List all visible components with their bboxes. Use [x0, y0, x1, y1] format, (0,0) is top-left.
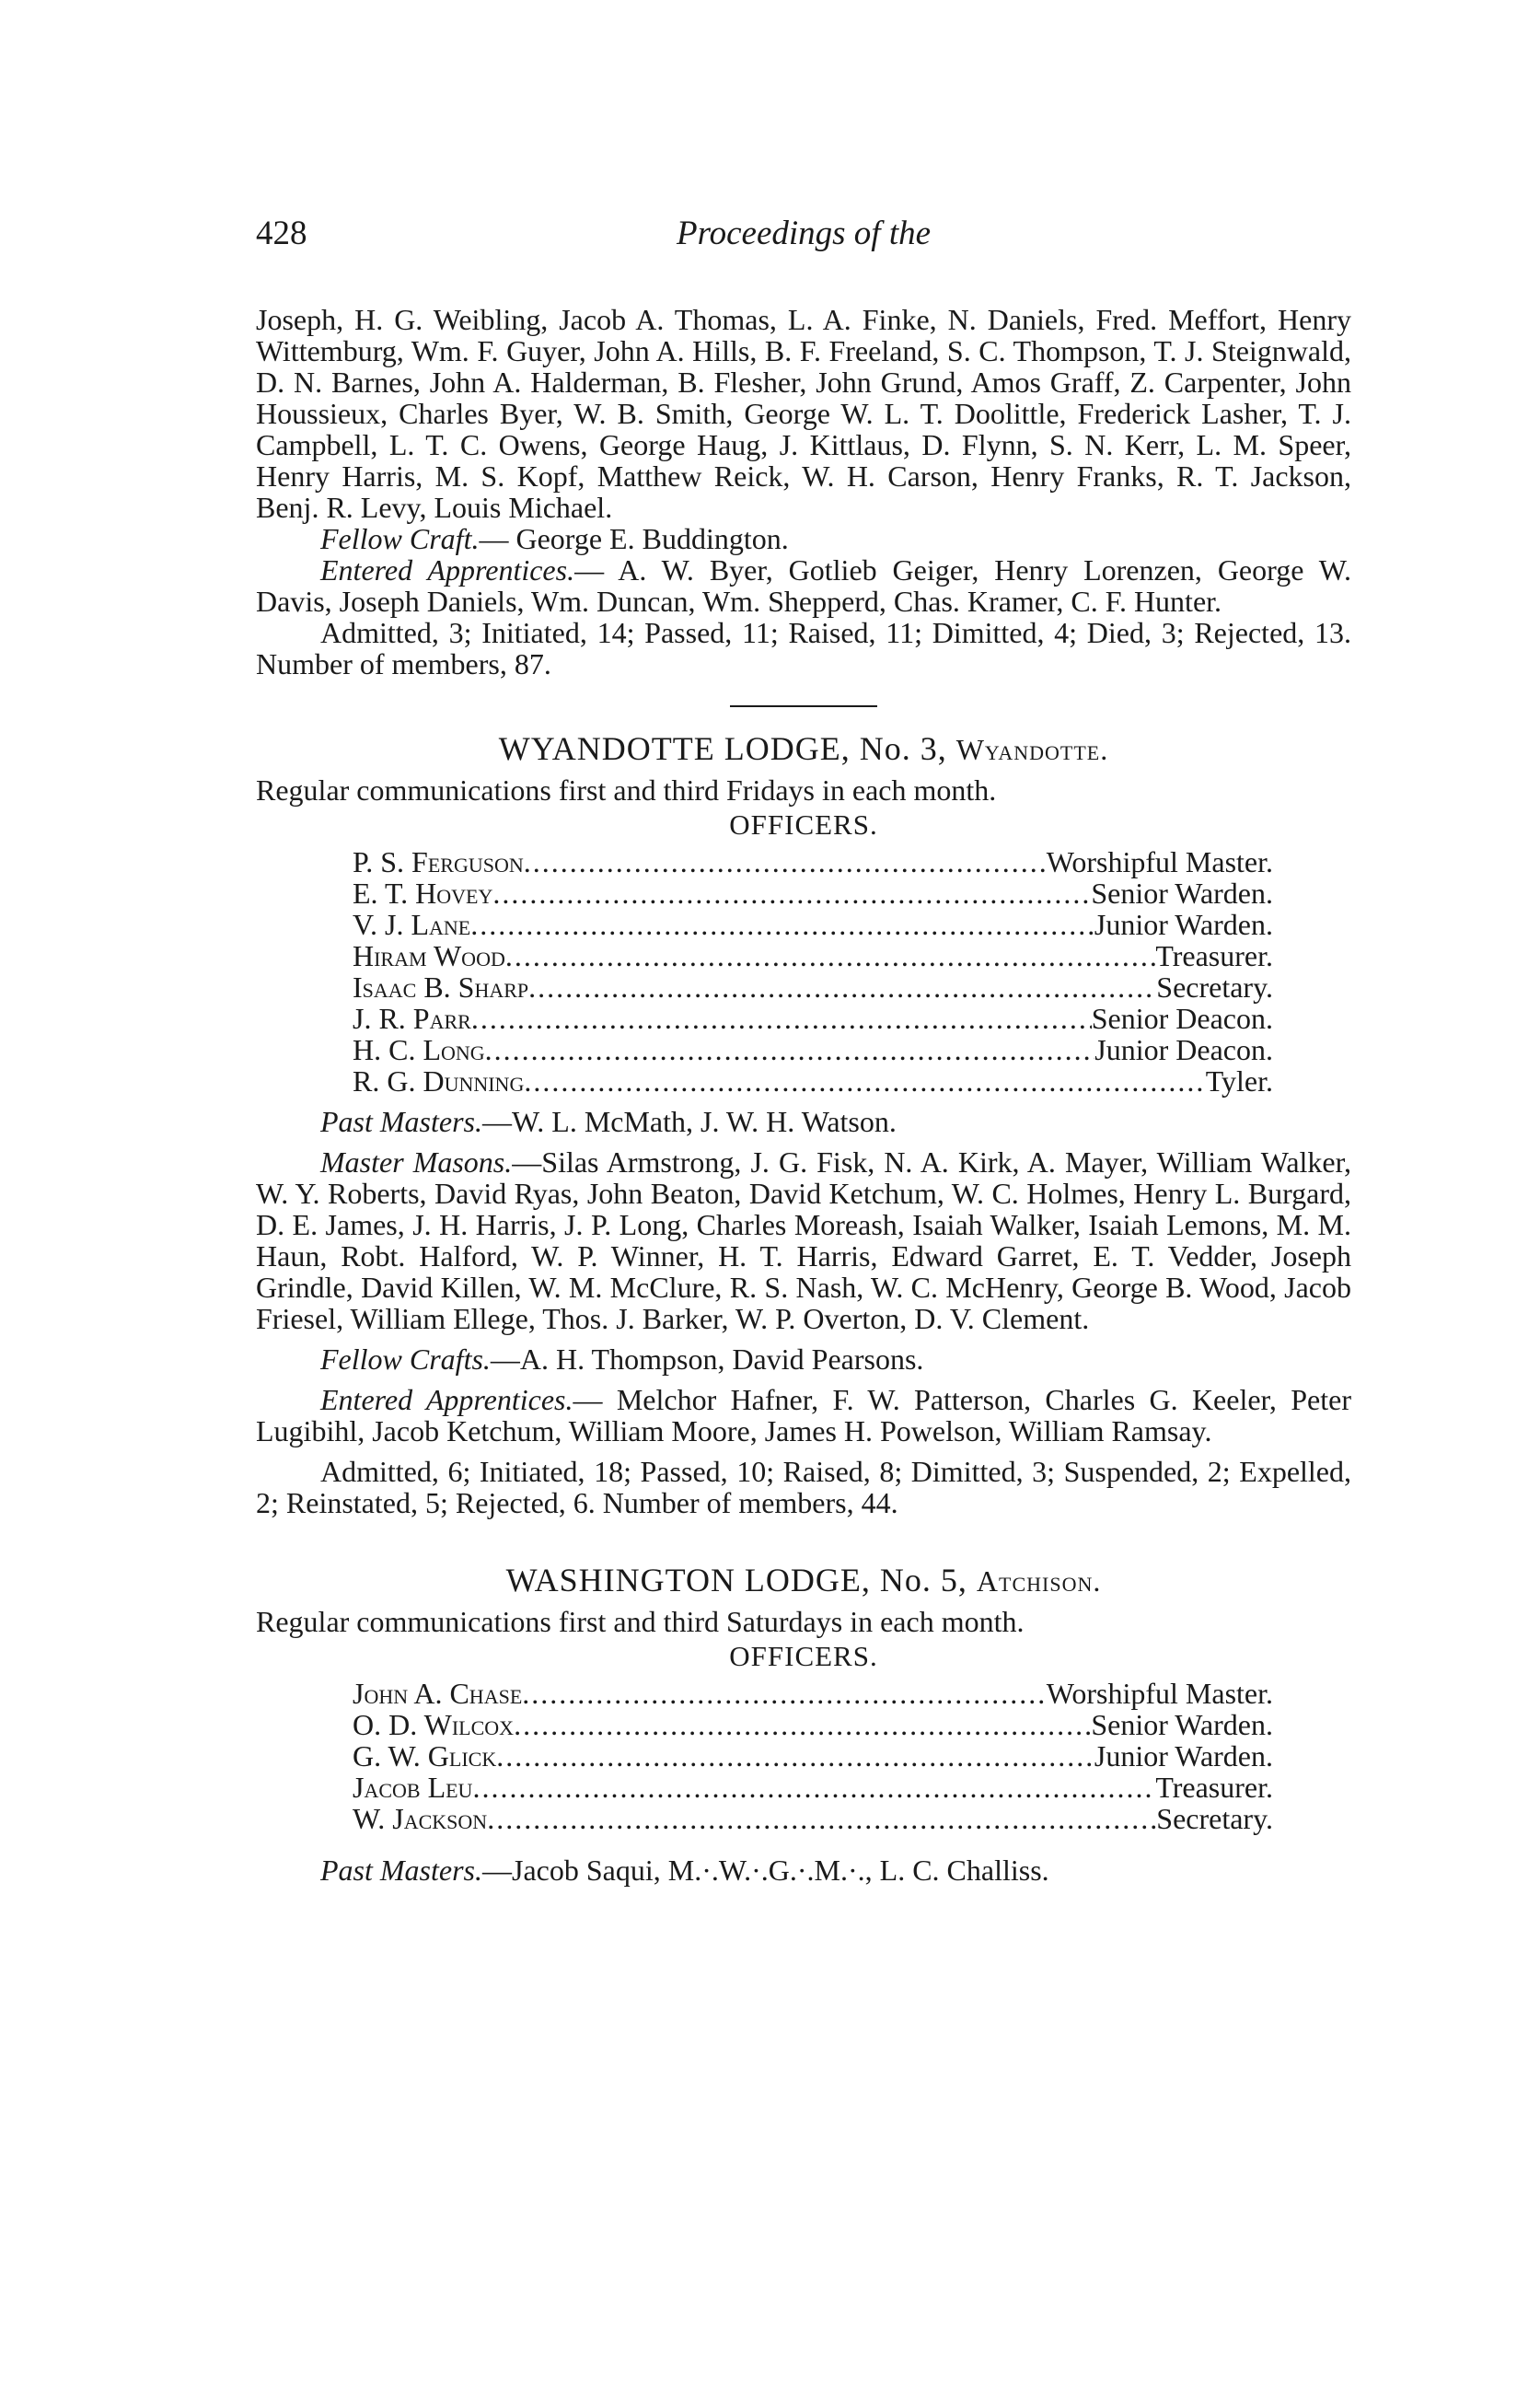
wyandotte-entered-apprentices: [256, 1384, 1351, 1447]
leader-dots: [505, 940, 1155, 971]
wyandotte-stats: Admitted, 6; Initiated, 18; Passed, 10; Raised, 8; Dimitted, 3; Suspended, 2; Expelled, 2; Reinstated, 5; Rejected, 6. Number of members, 44.: [256, 1455, 1351, 1519]
officer-title: Secretary.: [1156, 971, 1273, 1004]
officer-name: John A. Chase: [353, 1677, 523, 1710]
leader-dots: [485, 1034, 1095, 1065]
officer-row: [353, 846, 1273, 878]
officer-name: W. Jackson: [353, 1802, 488, 1835]
lodge-title-text: WYANDOTTE LODGE, No. 3,: [498, 730, 947, 767]
officer-row: [353, 1772, 1273, 1803]
officer-title: Worshipful Master.: [1046, 845, 1273, 878]
wyandotte-officers-heading: OFFICERS.: [729, 808, 878, 841]
spacer: [256, 1539, 1351, 1559]
fellow-craft-label: Fellow Craft.: [320, 522, 480, 555]
wyandotte-lodge-title: [256, 730, 1351, 767]
officer-name: R. G. Dunning: [353, 1064, 525, 1098]
officer-name: Jacob Leu: [353, 1771, 473, 1804]
officer-title: Treasurer.: [1155, 939, 1273, 972]
past-masters-text: —Jacob Saqui, M.·.W.·.G.·.M.·., L. C. Challiss.: [482, 1854, 1049, 1887]
wyandotte-master-masons: [256, 1146, 1351, 1334]
leader-dots: [470, 909, 1094, 940]
fellow-crafts-label: Fellow Crafts.: [320, 1342, 491, 1376]
washington-officers-list: [353, 1678, 1273, 1834]
leader-dots: [496, 1740, 1094, 1772]
officer-row: [353, 909, 1273, 940]
master-masons-text: —Silas Armstrong, J. G. Fisk, N. A. Kirk, A. Mayer, William Walker, W. Y. Roberts, David Ryas, John Beaton, David Ketchum, W. C. Holmes, Henry L. Burgard, D. E. James, J. H. Harris, J. P. Long, Charles Moreash, Isaiah Walker, Isaiah Lemons, M. M. Haun, Robt. Halford, W. P. Winner, H. T. Harris, Edward Garret, E. T. Vedder, Joseph Grindle, David Killen, W. M. McClure, R. S. Nash, W. C. McHenry, George B. Wood, Jacob Friesel, William Ellege, Thos. J. Barker, W. P. Overton, D. V. Clement.: [256, 1145, 1352, 1335]
officer-row: [353, 1678, 1273, 1709]
officer-title: Junior Warden.: [1094, 908, 1273, 941]
spacer: [256, 1834, 1351, 1854]
officer-row: [353, 1034, 1273, 1065]
entered-apprentices-text: — A. W. Byer, Gotlieb Geiger, Henry Lorenzen, George W. Davis, Joseph Daniels, Wm. Duncan, Wm. Shepperd, Chas. Kramer, C. F. Hunter.: [256, 553, 1352, 618]
wyandotte-past-masters: [256, 1106, 1351, 1137]
officer-row: [353, 940, 1273, 971]
leader-dots: [528, 971, 1156, 1003]
continued-members-paragraph: Joseph, H. G. Weibling, Jacob A. Thomas, L. A. Finke, N. Daniels, Fred. Meffort, Henry Wittemburg, Wm. F. Guyer, John A. Hills, B. F. Freeland, S. C. Thompson, T. J. Steignwald, D. N. Barnes, John A. Halderman, B. Flesher, John Grund, Amos Graff, Z. Carpenter, John Houssieux, Charles Byer, W. B. Smith, George W. L. T. Doolittle, Frederick Lasher, T. J. Campbell, L. T. C. Owens, George Haug, J. Kittlaus, D. Flynn, S. N. Kerr, L. M. Speer, Henry Harris, M. S. Kopf, Matthew Reick, W. H. Carson, Henry Franks, R. T. Jackson, Benj. R. Levy, Louis Michael.: [256, 303, 1351, 524]
officer-name: P. S. Ferguson: [353, 845, 524, 878]
leader-dots: [471, 1003, 1092, 1034]
leader-dots: [524, 1065, 1205, 1097]
entered-apprentices-label: Entered Apprentices.: [320, 553, 575, 587]
leader-dots: [472, 1772, 1155, 1803]
officer-name: V. J. Lane: [353, 908, 471, 941]
leader-dots: [514, 1709, 1091, 1740]
officer-name: J. R. Parr: [353, 1002, 471, 1035]
lodge-place: Atchison.: [976, 1564, 1102, 1598]
past-masters-text: —W. L. McMath, J. W. H. Watson.: [482, 1105, 897, 1138]
officer-row: [353, 1065, 1273, 1097]
officer-title: Senior Warden.: [1091, 877, 1273, 910]
officer-row: [353, 971, 1273, 1003]
wyandotte-officers-list: [353, 846, 1273, 1097]
running-head: Proceedings of the: [676, 215, 932, 252]
past-masters-label: Past Masters.: [320, 1105, 482, 1138]
fellow-crafts-text: —A. H. Thompson, David Pearsons.: [490, 1342, 924, 1376]
officer-row: [353, 1740, 1273, 1772]
officer-title: Worshipful Master.: [1046, 1677, 1273, 1710]
officer-row: [353, 878, 1273, 909]
washington-past-masters: [256, 1854, 1351, 1886]
continued-fellow-craft: [256, 523, 1351, 554]
wyandotte-communications: Regular communications first and third Fridays in each month.: [256, 773, 997, 807]
officer-row: [353, 1709, 1273, 1740]
officer-name: H. C. Long: [353, 1033, 485, 1066]
leader-dots: [492, 878, 1091, 909]
leader-dots: [487, 1803, 1156, 1834]
officer-title: Junior Deacon.: [1094, 1033, 1273, 1066]
officer-row: [353, 1003, 1273, 1034]
officer-name: E. T. Hovey: [353, 877, 493, 910]
continued-entered-apprentices: [256, 554, 1351, 617]
officer-name: Hiram Wood: [353, 939, 505, 972]
spacer: [256, 1518, 1351, 1539]
officer-title: Secretary.: [1156, 1802, 1273, 1835]
officer-title: Tyler.: [1205, 1064, 1273, 1098]
entered-apprentices-label: Entered Apprentices.: [320, 1383, 573, 1416]
master-masons-label: Master Masons.: [320, 1145, 513, 1179]
page-header: [256, 214, 1351, 260]
leader-dots: [522, 1678, 1046, 1709]
section-divider: [730, 705, 877, 707]
page-number: 428: [256, 215, 307, 252]
washington-communications: Regular communications first and third Saturdays in each month.: [256, 1605, 1025, 1638]
officer-title: Senior Warden.: [1091, 1708, 1273, 1741]
leader-dots: [524, 846, 1047, 878]
officer-row: [353, 1803, 1273, 1834]
past-masters-label: Past Masters.: [320, 1854, 482, 1887]
officer-name: Isaac B. Sharp: [353, 971, 529, 1004]
page-body: [256, 304, 1351, 1886]
washington-lodge-title: [256, 1564, 1351, 1597]
lodge-title-text: WASHINGTON LODGE, No. 5,: [505, 1562, 967, 1598]
entered-apprentices-text: — Melchor Hafner, F. W. Patterson, Charles G. Keeler, Peter Lugibihl, Jacob Ketchum, William Moore, James H. Powelson, William Ramsay.: [256, 1383, 1352, 1447]
continued-stats: Admitted, 3; Initiated, 14; Passed, 11; Raised, 11; Dimitted, 4; Died, 3; Rejected, 13. Number of members, 87.: [256, 616, 1351, 680]
officer-title: Treasurer.: [1155, 1771, 1273, 1804]
officer-name: O. D. Wilcox: [353, 1708, 515, 1741]
washington-officers-heading: OFFICERS.: [729, 1640, 878, 1672]
lodge-place: Wyandotte.: [955, 733, 1109, 766]
wyandotte-fellow-crafts: [256, 1343, 1351, 1375]
fellow-craft-text: — George E. Buddington.: [479, 522, 789, 555]
officer-title: Junior Warden.: [1094, 1739, 1273, 1773]
officer-title: Senior Deacon.: [1091, 1002, 1273, 1035]
officer-name: G. W. Glick: [353, 1739, 497, 1773]
